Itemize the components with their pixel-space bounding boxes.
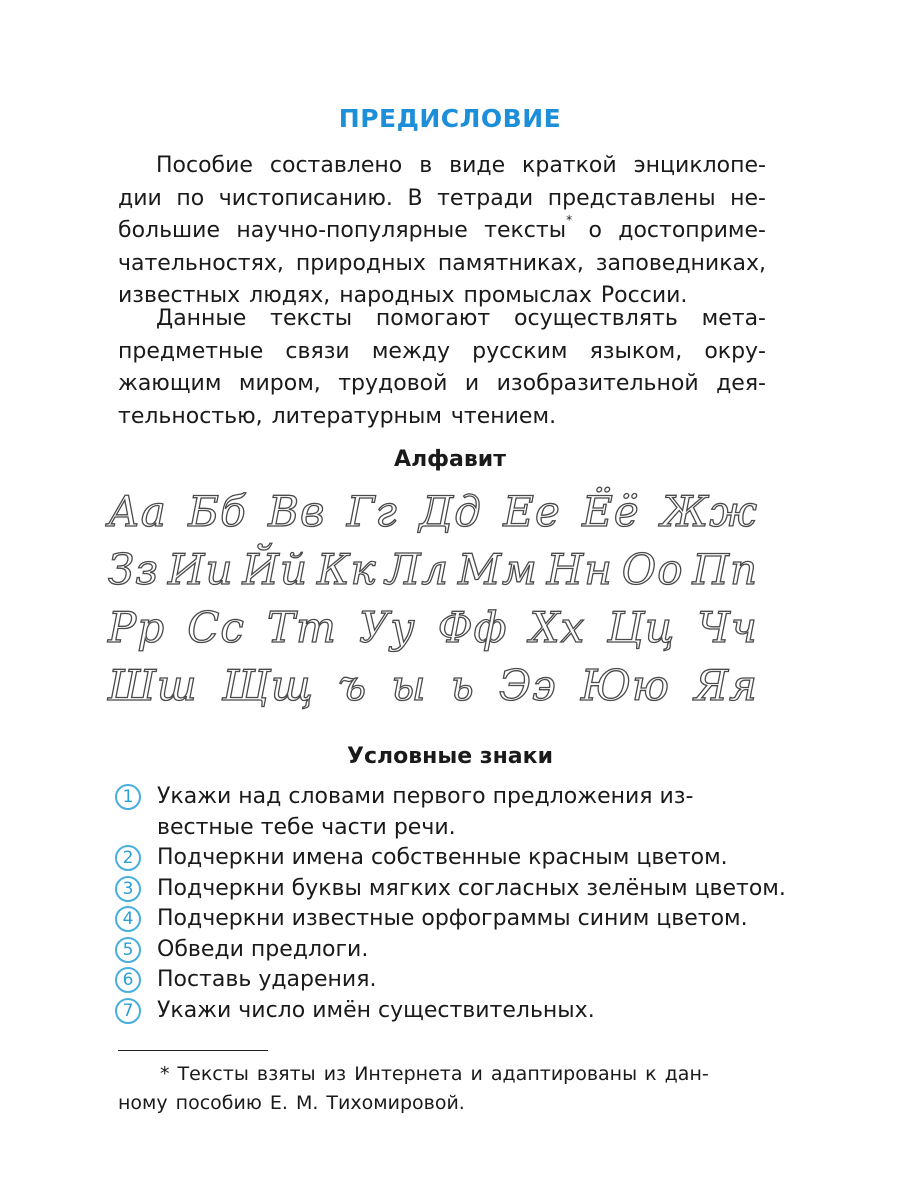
footnote-divider [118,1050,268,1051]
letter-pair: Бб [188,486,247,536]
letter-pair: Юю [580,660,670,710]
alphabet-row [108,540,758,598]
legend-item [115,965,775,996]
text-line: тельностью, литературным чтением. [118,403,557,429]
letter-pair: ь [450,660,475,710]
letter-pair: Вв [268,486,326,536]
footnote-mark: * [566,213,573,227]
cursive-alphabet [108,482,758,722]
letter-pair: ы [391,660,427,710]
letter-pair: Лл [385,544,450,594]
letter-pair: Уу [358,602,416,652]
number-circle-icon: 4 [115,906,141,932]
alphabet-row [108,656,758,714]
letter-pair: Ёё [582,486,640,536]
preface-paragraph-1 [118,150,766,313]
legend-item [115,874,786,905]
legend-item [115,935,775,966]
legend-item [115,996,775,1027]
legend-text: Поставь ударения. [157,967,377,992]
text-line: жающим миром, трудовой и изобразительной дея- [118,371,766,396]
text-line: известных людях, народных промыслах России. [118,283,688,308]
number-circle-icon: 6 [115,967,141,993]
letter-pair: Дд [419,486,482,536]
footnote [118,1060,778,1118]
alphabet-heading: Алфавит [394,447,506,472]
legend-text: Подчеркни имена собственные красным цветом. [157,845,728,870]
legend-text: Обведи предлоги. [157,936,369,962]
letter-pair: Нн [546,544,613,594]
letter-pair: Пп [692,544,758,594]
text-line: чательностях, природных памятниках, заповедниках, [118,250,766,276]
legend-item [115,782,775,843]
legend-text: Подчеркни буквы мягких согласных зелёным цветом. [157,875,786,901]
letter-pair: Фф [437,602,508,652]
letter-pair: Ии [167,544,234,594]
letter-pair: Йй [242,544,309,594]
legend-text: Укажи число имён существительных. [157,997,595,1023]
text-line: Пособие составлено в виде краткой энциклопе- [156,153,766,178]
letter-pair: Ээ [498,660,557,710]
letter-pair: ъ [338,660,368,710]
footnote-line: ному пособию Е. М. Тихомировой. [118,1092,465,1114]
legend-heading: Условные знаки [346,744,553,769]
text-line: предметные связи между русским языком, окру- [118,338,766,364]
legend-item [115,904,775,935]
letter-pair: Хх [529,602,586,652]
text-line: Данные тексты помогают осуществлять мета- [156,306,766,331]
letter-pair: Гг [346,486,398,536]
letter-pair: Сс [187,602,245,652]
letter-pair: Мм [457,544,538,594]
letter-pair: Шш [108,660,198,710]
text-fragment: о достоприме- [588,218,766,243]
text-line [118,215,766,248]
letter-pair: Чч [697,602,758,652]
text-fragment: большие научно-популярные тексты [118,218,567,243]
alphabet-row [108,598,758,656]
page-title: ПРЕДИСЛОВИЕ [338,104,562,133]
letter-pair: Щщ [221,660,314,710]
footnote-line: * Тексты взяты из Интернета и адаптированы к дан- [160,1063,709,1085]
letter-pair: Аа [108,486,167,536]
number-circle-icon: 2 [115,845,141,871]
letter-pair: Оо [621,544,684,594]
text-line: дии по чистописанию. В тетради представлены не- [118,185,766,211]
letter-pair: Ее [503,486,561,536]
number-circle-icon: 5 [115,937,141,963]
letter-pair: Цц [607,602,676,652]
letter-pair: Рр [108,602,166,652]
preface-paragraph-2 [118,303,766,433]
letter-pair: Тт [267,602,337,652]
letter-pair: Зз [108,544,160,594]
number-circle-icon: 7 [115,998,141,1024]
number-circle-icon: 3 [115,876,141,902]
legend-list [115,782,786,1026]
letter-pair: Яя [694,660,758,710]
legend-text: Укажи над словами первого предложения из- [157,784,694,809]
legend-text: Подчеркни известные орфограммы синим цветом. [157,906,748,931]
legend-item [115,843,775,874]
alphabet-row [108,482,758,540]
number-circle-icon: 1 [115,784,141,810]
letter-pair: Жж [661,486,758,536]
legend-text: вестные тебе части речи. [157,814,456,840]
letter-pair: Кк [316,544,377,594]
